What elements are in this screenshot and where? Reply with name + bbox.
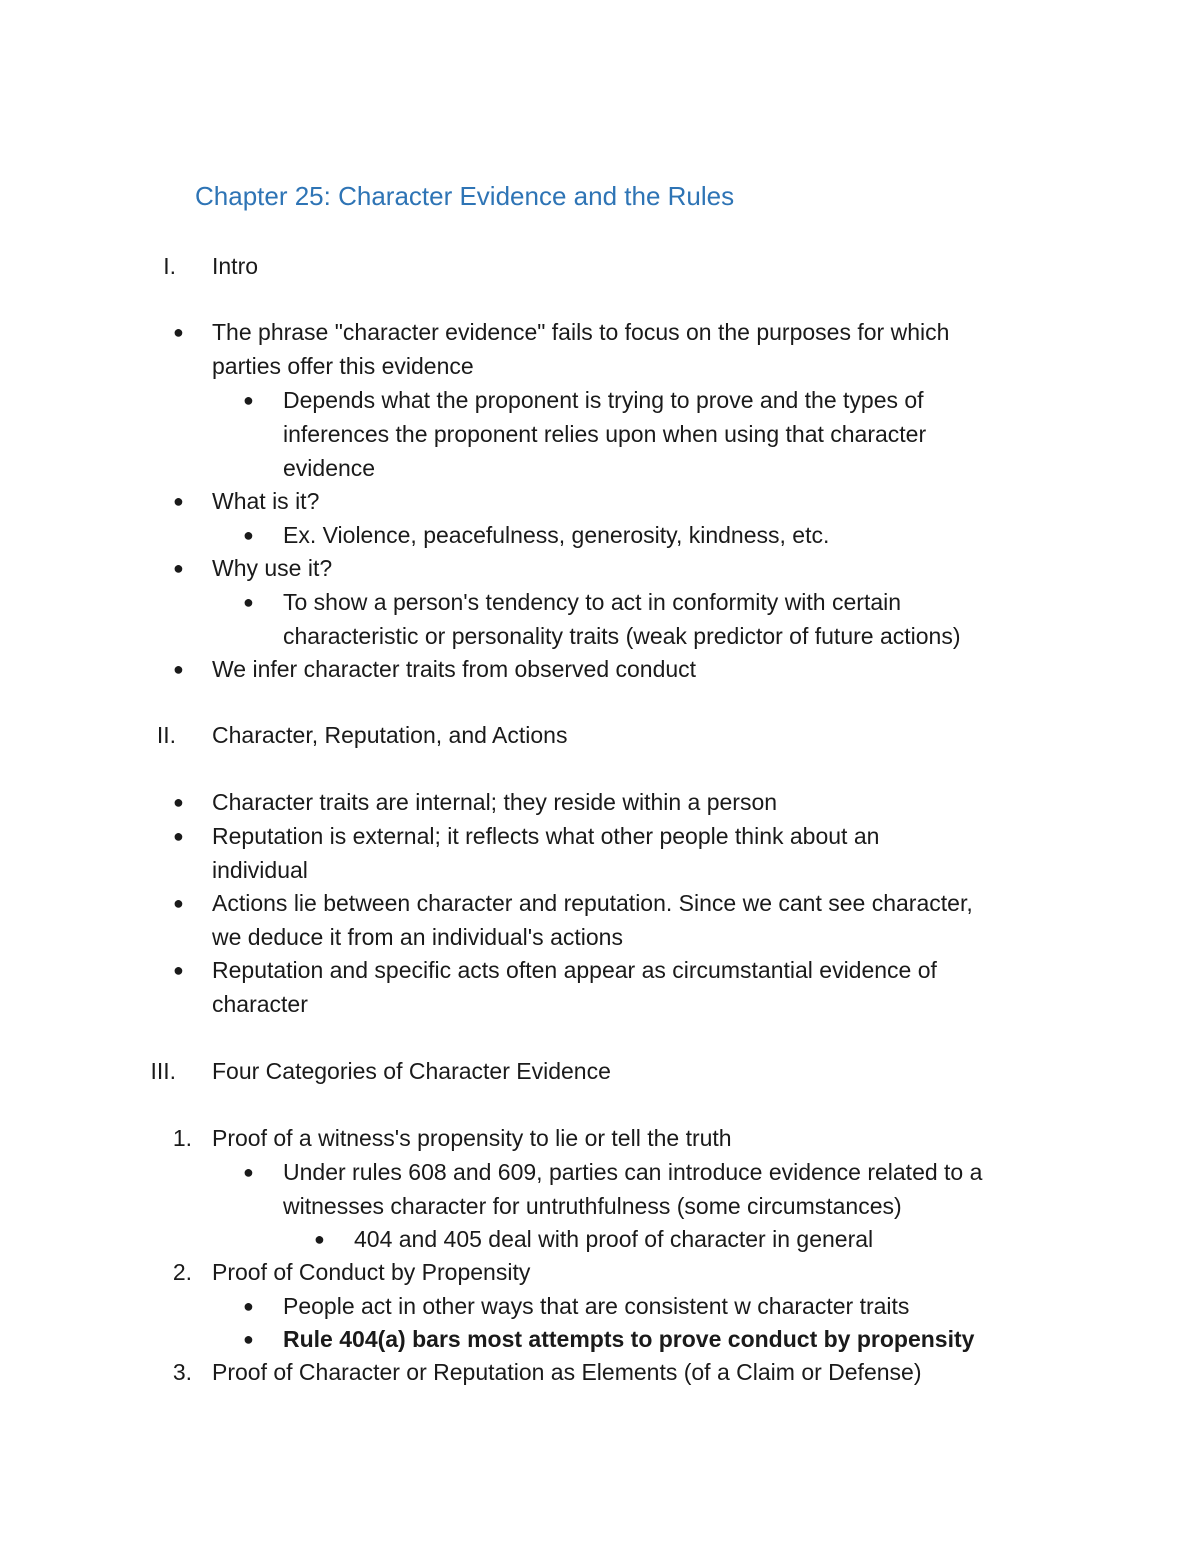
- bullet-icon: ●: [173, 893, 184, 913]
- sub-item-line-bold: Rule 404(a) bars most attempts to prove conduct by propensity: [283, 1326, 975, 1352]
- section-heading: Four Categories of Character Evidence: [212, 1058, 611, 1084]
- bullet-icon: ●: [243, 1162, 254, 1182]
- list-item-line: Reputation is external; it reflects what other people think about an: [212, 823, 880, 849]
- bullet-icon: ●: [173, 491, 184, 511]
- list-item-line: individual: [212, 857, 308, 883]
- section-numeral: I.: [163, 253, 176, 279]
- bullet-icon: ●: [243, 390, 254, 410]
- bullet-icon: ●: [173, 659, 184, 679]
- list-item-line: Actions lie between character and reputation. Since we cant see character,: [212, 890, 973, 916]
- list-item-line: parties offer this evidence: [212, 353, 474, 379]
- bullet-icon: ●: [173, 558, 184, 578]
- list-item-line: The phrase "character evidence" fails to focus on the purposes for which: [212, 319, 950, 345]
- sub-item-line: evidence: [283, 455, 376, 481]
- list-number: 3.: [172, 1359, 192, 1385]
- list-item-line: What is it?: [212, 488, 320, 514]
- section-numeral: III.: [150, 1058, 176, 1084]
- list-item-line: We infer character traits from observed conduct: [212, 656, 697, 682]
- list-item-line: character: [212, 991, 308, 1017]
- bullet-icon: ●: [173, 960, 184, 980]
- sub-item-line: witnesses character for untruthfulness (some circumstances): [283, 1193, 902, 1219]
- bullet-icon: ●: [243, 592, 254, 612]
- numbered-item: Proof of a witness's propensity to lie or tell the truth: [212, 1125, 732, 1151]
- sub-item-line: Depends what the proponent is trying to prove and the types of: [283, 387, 924, 413]
- list-item-line: Character traits are internal; they reside within a person: [212, 789, 778, 815]
- bullet-icon: ●: [243, 1329, 254, 1349]
- numbered-item: Proof of Conduct by Propensity: [212, 1259, 531, 1285]
- sub-item-line: Ex. Violence, peacefulness, generosity, kindness, etc.: [283, 522, 830, 548]
- bullet-icon: ●: [173, 826, 184, 846]
- list-item-line: Reputation and specific acts often appear as circumstantial evidence of: [212, 957, 937, 983]
- sub-item-line: characteristic or personality traits (weak predictor of future actions): [283, 623, 961, 649]
- list-item-line: we deduce it from an individual's actions: [212, 924, 623, 950]
- section-heading: Character, Reputation, and Actions: [212, 722, 568, 748]
- sub-item-line: To show a person's tendency to act in conformity with certain: [283, 589, 902, 615]
- section-heading: Intro: [212, 253, 259, 279]
- sub-item-line: People act in other ways that are consistent w character traits: [283, 1293, 910, 1319]
- numbered-item: Proof of Character or Reputation as Elements (of a Claim or Defense): [212, 1359, 922, 1385]
- sub-item-line: inferences the proponent relies upon when using that character: [283, 421, 927, 447]
- bullet-icon: ●: [243, 525, 254, 545]
- list-number: 1.: [172, 1125, 192, 1151]
- list-number: 2.: [172, 1259, 192, 1285]
- sub-sub-item-line: 404 and 405 deal with proof of character in general: [354, 1226, 874, 1252]
- bullet-icon: ●: [173, 322, 184, 342]
- bullet-icon: ●: [173, 792, 184, 812]
- list-item-line: Why use it?: [212, 555, 333, 581]
- sub-item-line: Under rules 608 and 609, parties can introduce evidence related to a: [283, 1159, 983, 1185]
- section-numeral: II.: [156, 722, 176, 748]
- bullet-icon: ●: [314, 1229, 325, 1249]
- bullet-icon: ●: [243, 1296, 254, 1316]
- chapter-title: Chapter 25: Character Evidence and the Rules: [195, 181, 735, 211]
